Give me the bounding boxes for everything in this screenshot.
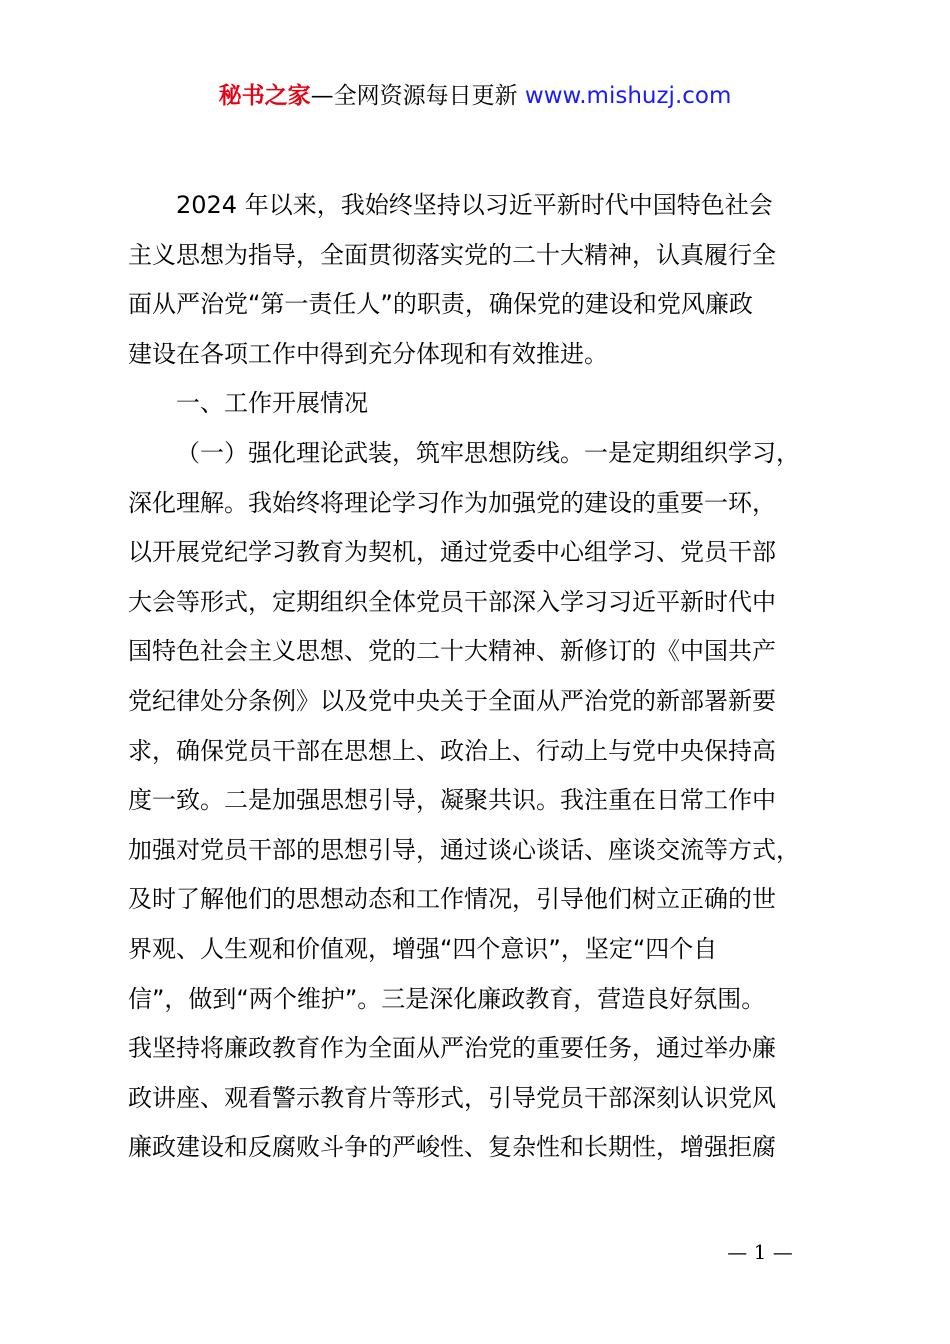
body-line: 2024 年以来，我始终坚持以习近平新时代中国特色社会 [176, 191, 773, 219]
body-line: 主义思想为指导，全面贯彻落实党的二十大精神，认真履行全 [128, 240, 776, 269]
site-url-link[interactable]: www.mishuzj.com [524, 83, 732, 109]
body-line: （一）强化理论武装，筑牢思想防线。一是定期组织学习， [176, 438, 800, 467]
body-line: 加强对党员干部的思想引导，通过谈心谈话、座谈交流等方式， [128, 835, 800, 864]
body-line: 界观、人生观和价值观，增强“四个意识”，坚定“四个自 [128, 934, 718, 963]
body-line: 大会等形式，定期组织全体党员干部深入学习习近平新时代中 [128, 587, 776, 616]
body-line: 深化理解。我始终将理论学习作为加强党的建设的重要一环， [128, 488, 776, 517]
section-heading: 一、工作开展情况 [176, 389, 368, 418]
body-line: 以开展党纪学习教育为契机，通过党委中心组学习、党员干部 [128, 538, 776, 567]
body-line: 及时了解他们的思想动态和工作情况，引导他们树立正确的世 [128, 885, 776, 914]
body-line: 面从严治党“第一责任人”的职责，确保党的建设和党风廉政 [128, 290, 753, 319]
body-line: 我坚持将廉政教育作为全面从严治党的重要任务，通过举办廉 [128, 1034, 776, 1063]
page-number: — 1 — [727, 1240, 793, 1264]
document-body [128, 181, 848, 1173]
body-line: 建设在各项工作中得到充分体现和有效推进。 [128, 339, 608, 368]
body-line: 国特色社会主义思想、党的二十大精神、新修订的《中国共产 [128, 637, 776, 666]
body-line: 度一致。二是加强思想引导，凝聚共识。我注重在日常工作中 [128, 786, 776, 815]
body-line: 信”，做到“两个维护”。三是深化廉政教育，营造良好氛围。 [128, 984, 766, 1013]
brand-name: 秘书之家 [218, 83, 311, 109]
body-line: 政讲座、观看警示教育片等形式，引导党员干部深刻认识党风 [128, 1083, 776, 1112]
body-line: 廉政建设和反腐败斗争的严峻性、复杂性和长期性，增强拒腐 [128, 1133, 776, 1162]
site-tagline: —全网资源每日更新 [310, 83, 518, 109]
body-line: 求，确保党员干部在思想上、政治上、行动上与党中央保持高 [128, 736, 776, 765]
body-line: 党纪律处分条例》以及党中央关于全面从严治党的新部署新要 [128, 686, 776, 715]
site-header [0, 78, 950, 114]
